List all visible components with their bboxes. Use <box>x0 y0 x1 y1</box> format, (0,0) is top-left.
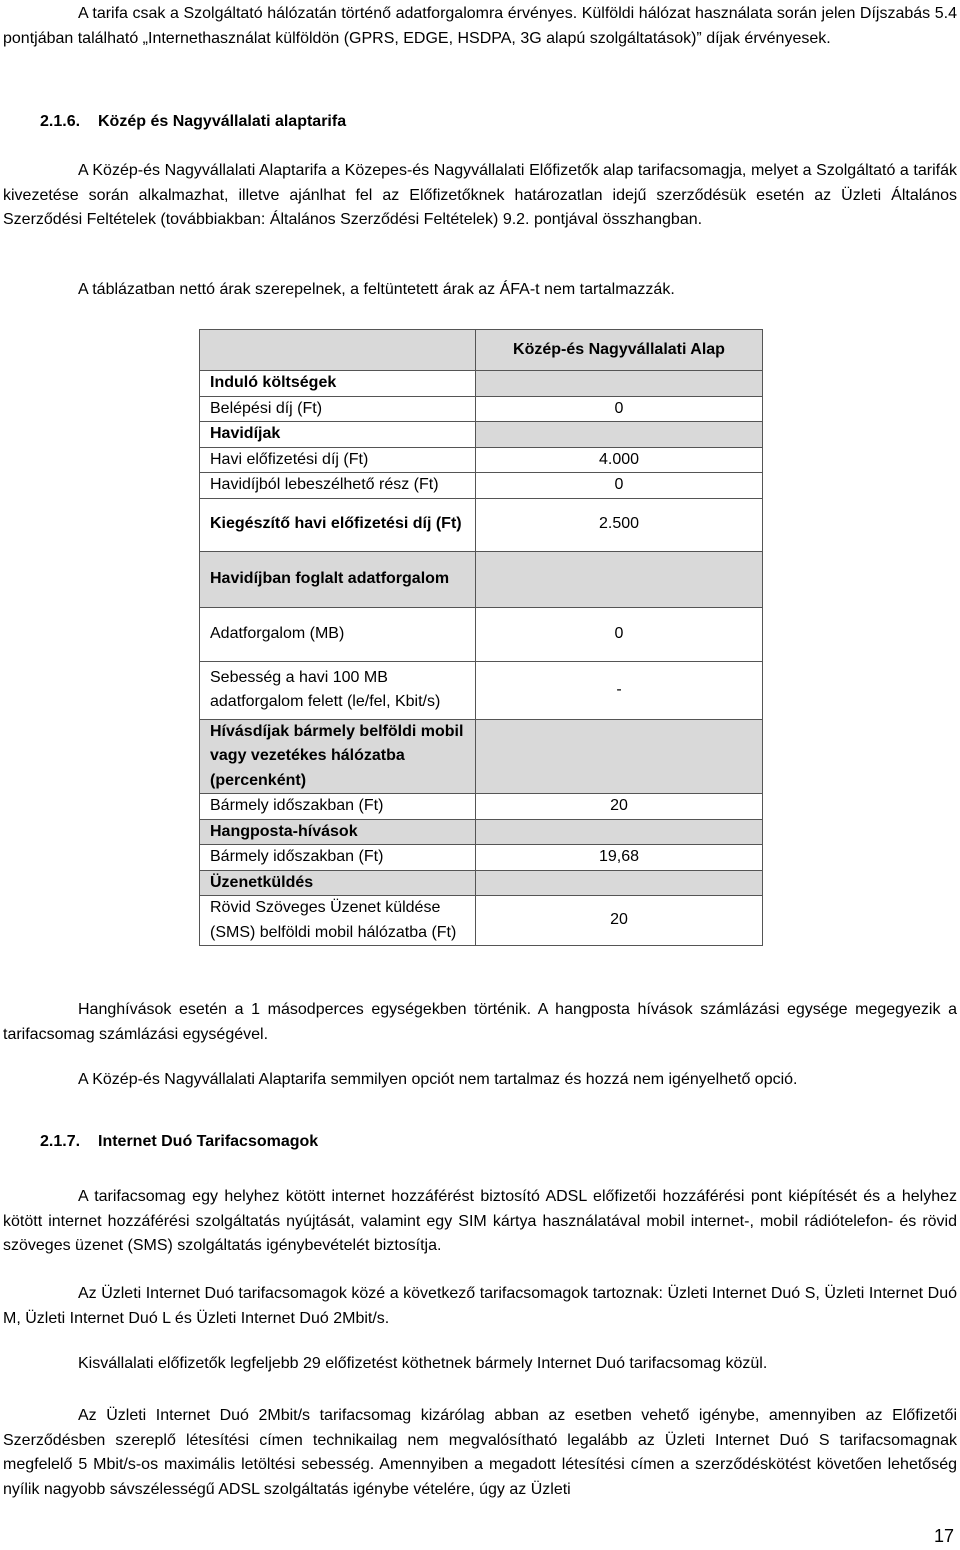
row-value: 0 <box>476 396 763 422</box>
section-title: Internet Duó Tarifacsomagok <box>98 1133 319 1150</box>
row-label: Havidíjban foglalt adatforgalom <box>200 551 476 607</box>
section-title: Közép és Nagyvállalati alaptarifa <box>98 113 347 130</box>
table-row <box>200 473 763 499</box>
section-number: 2.1.6. <box>40 113 81 130</box>
intro-paragraph: A tarifa csak a Szolgáltató hálózatán történő adatforgalomra érvényes. Külföldi hálózat használata során jelen Díjszabás 5.4 pontjában található „Internethasználat külföldön (GPRS, EDGE, HSDPA, 3G alapú szolgáltatások)” díjak érvényesek. <box>3 5 957 47</box>
row-value: 20 <box>476 794 763 820</box>
tariff-table <box>199 329 763 946</box>
row-label: Induló költségek <box>200 371 476 397</box>
table-row <box>200 422 763 448</box>
billing-paragraph: Hanghívások esetén a 1 másodperces egységekben történik. A hangposta hívások számlázási egysége megegyezik a tarifacsomag számlázási egységével. <box>3 1001 957 1043</box>
table-row <box>200 371 763 397</box>
section-2-1-7-paragraph-4: Az Üzleti Internet Duó 2Mbit/s tarifacsomag kizárólag abban az esetben vehető igénybe, amennyiben az Előfizetői Szerződésben szereplő létesítési címen technikailag nem megvalósítható legalább az Üzleti Internet Duó S tarifacsomagnak megfelelő 5 Mbit/s-os maximális letöltési sebesség. Amennyiben a megadott létesítési címen a szerződéskötést követően lehetőség nyílik nagyobb sávszélességű ADSL szolgáltatás igénybe vételére, úgy az Üzleti <box>3 1407 957 1498</box>
row-label: Bármely időszakban (Ft) <box>200 845 476 871</box>
row-label: Kiegészítő havi előfizetési díj (Ft) <box>200 498 476 551</box>
row-value: - <box>476 661 763 719</box>
section-number: 2.1.7. <box>40 1133 81 1150</box>
row-label: Hangposta-hívások <box>200 819 476 845</box>
table-row <box>200 896 763 946</box>
section-2-1-7-paragraph-1: A tarifacsomag egy helyhez kötött internet hozzáférést biztosító ADSL előfizetői hozzáférési pont kiépítését és a helyhez kötött internet hozzáférési szolgáltatás nyújtását, valamint egy SIM kártya használatával mobil internet-, mobil rádiótelefon- és rövid szöveges üzenet (SMS) szolgáltatás igénybevételét biztosítja. <box>3 1188 957 1254</box>
row-value: 2.500 <box>476 498 763 551</box>
row-label: Havidíjból lebeszélhető rész (Ft) <box>200 473 476 499</box>
row-label: Bármely időszakban (Ft) <box>200 794 476 820</box>
row-label: Sebesség a havi 100 MB adatforgalom felett (le/fel, Kbit/s) <box>200 661 476 719</box>
table-row <box>200 719 763 794</box>
table-row <box>200 794 763 820</box>
table-row <box>200 607 763 661</box>
table-header-row <box>200 330 763 371</box>
row-label: Üzenetküldés <box>200 870 476 896</box>
table-row <box>200 498 763 551</box>
row-value: 19,68 <box>476 845 763 871</box>
net-price-note: A táblázatban nettó árak szerepelnek, a feltüntetett árak az ÁFA-t nem tartalmazzák. <box>78 281 675 298</box>
row-value: 0 <box>476 473 763 499</box>
row-label: Belépési díj (Ft) <box>200 396 476 422</box>
page-number: 17 <box>933 1526 954 1546</box>
row-label: Adatforgalom (MB) <box>200 607 476 661</box>
no-option-note: A Közép-és Nagyvállalati Alaptarifa semmilyen opciót nem tartalmaz és hozzá nem igényelhető opció. <box>78 1071 798 1088</box>
row-value: 4.000 <box>476 447 763 473</box>
row-label: Havidíjak <box>200 422 476 448</box>
row-label: Hívásdíjak bármely belföldi mobil vagy vezetékes hálózatba (percenként) <box>200 719 476 794</box>
section-2-1-6-paragraph: A Közép-és Nagyvállalati Alaptarifa a Közepes-és Nagyvállalati Előfizetők alap tarifacsomagja, melyet a Szolgáltató a tarifák kivezetése során alkalmazhat, illetve ajánlhat fel az Előfizetőknek határozatlan idejű szerződésük esetén az Üzleti Általános Szerződési Feltételek (továbbiakban: Általános Szerződési Feltételek) 9.2. pontjával összhangban. <box>3 162 957 228</box>
section-heading-2-1-7 <box>40 1133 318 1151</box>
section-2-1-7-paragraph-3: Kisvállalati előfizetők legfeljebb 29 előfizetést köthetnek bármely Internet Duó tarifacsomag közül. <box>78 1355 768 1372</box>
table-row <box>200 396 763 422</box>
table-row <box>200 551 763 607</box>
table-header: Közép-és Nagyvállalati Alap <box>476 330 763 371</box>
row-value: 20 <box>476 896 763 946</box>
table-row <box>200 447 763 473</box>
section-heading-2-1-6 <box>40 113 346 131</box>
row-label: Rövid Szöveges Üzenet küldése (SMS) belföldi mobil hálózatba (Ft) <box>200 896 476 946</box>
table-row <box>200 661 763 719</box>
row-label: Havi előfizetési díj (Ft) <box>200 447 476 473</box>
row-value: 0 <box>476 607 763 661</box>
table-row <box>200 845 763 871</box>
table-row <box>200 870 763 896</box>
table-row <box>200 819 763 845</box>
section-2-1-7-paragraph-2: Az Üzleti Internet Duó tarifacsomagok közé a következő tarifacsomagok tartoznak: Üzleti Internet Duó S, Üzleti Internet Duó M, Üzleti Internet Duó L és Üzleti Internet Duó 2Mbit/s. <box>3 1285 957 1327</box>
